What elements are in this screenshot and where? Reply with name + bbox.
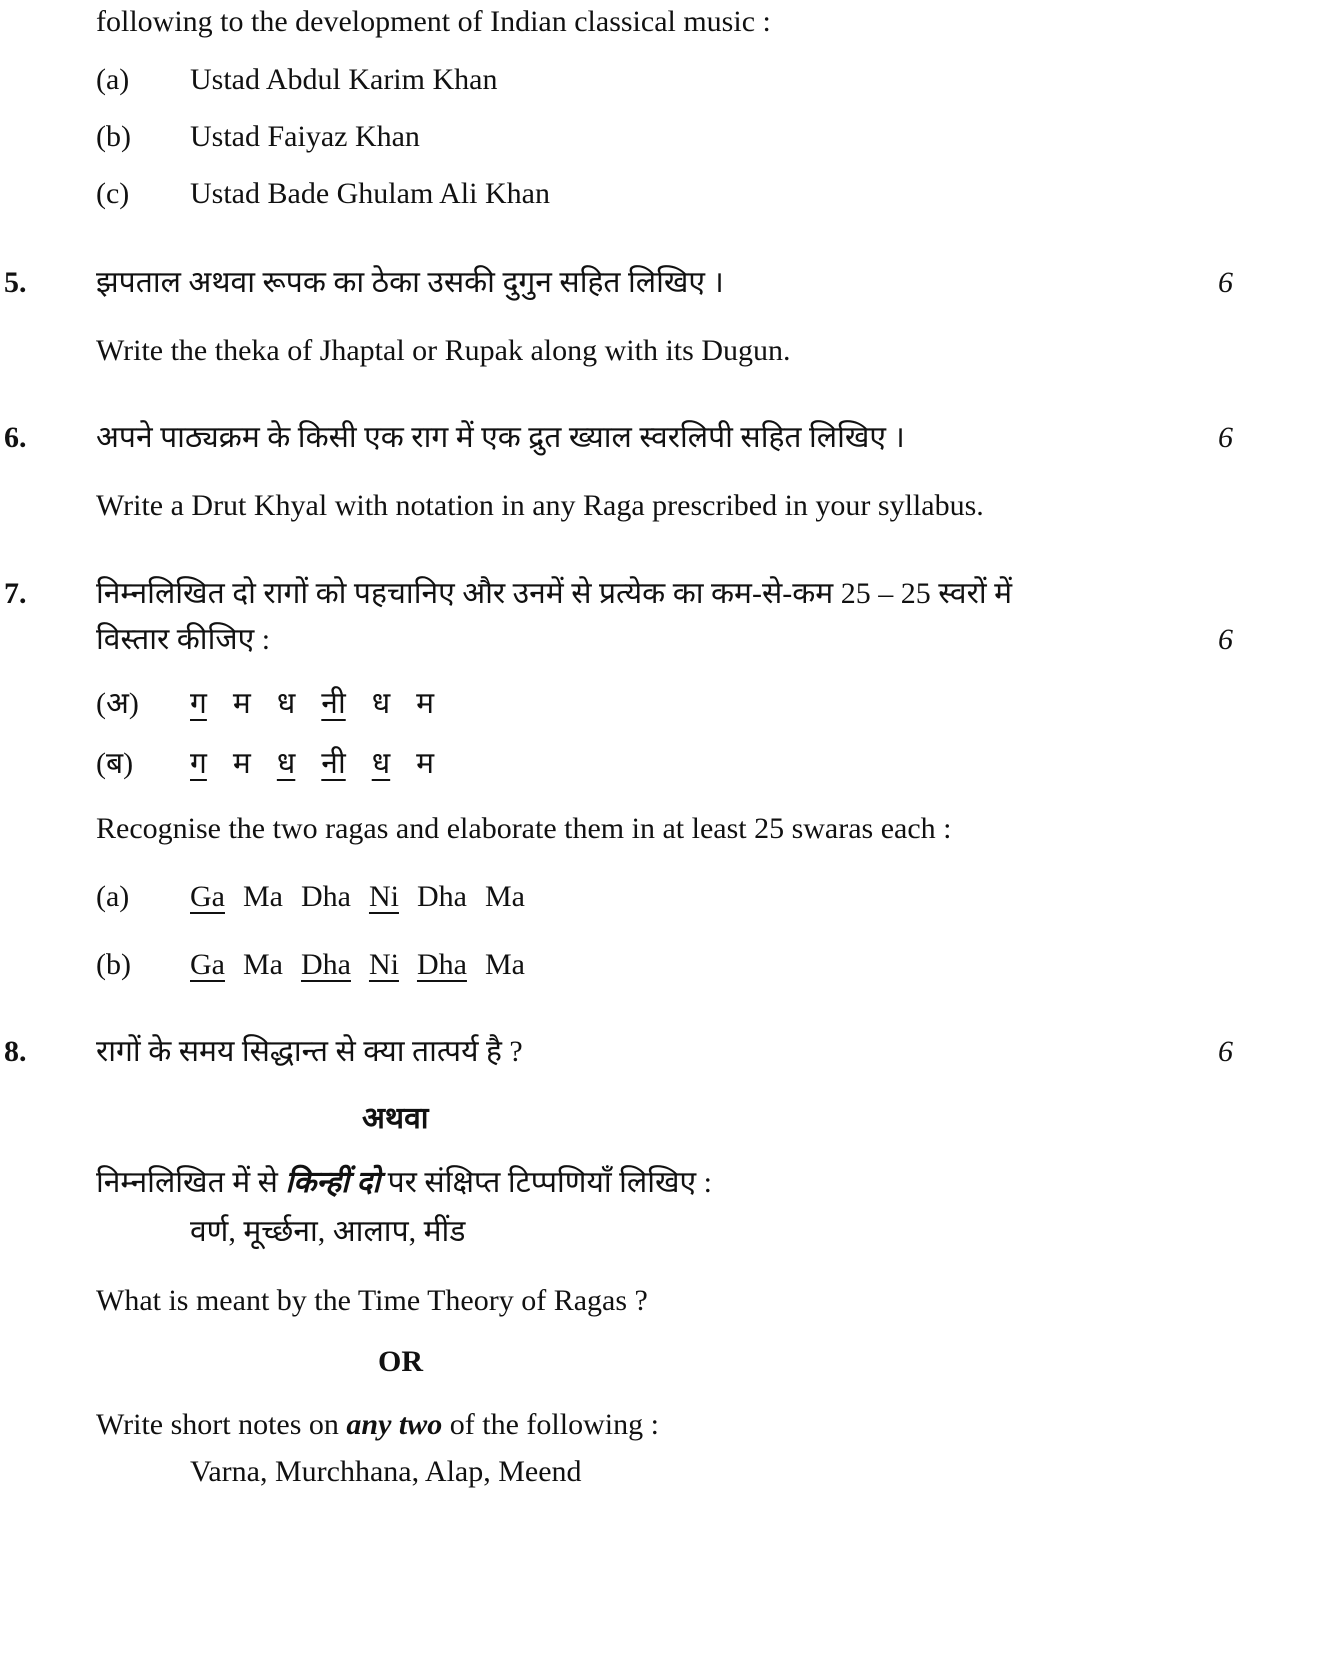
question-english: Recognise the two ragas and elaborate them in at least 25 swaras each : bbox=[96, 812, 952, 845]
question-hindi: अपने पाठ्यक्रम के किसी एक राग में एक द्रुत ख्याल स्वरलिपी सहित लिखिए । bbox=[96, 421, 905, 454]
question-number: 8. bbox=[4, 1035, 27, 1068]
item-label: (a) bbox=[96, 63, 130, 96]
swara-row-english-b bbox=[96, 947, 543, 983]
swara-row-english-a bbox=[96, 879, 543, 915]
swara: ध bbox=[276, 687, 296, 720]
swara: म bbox=[232, 747, 251, 780]
question-number: 5. bbox=[4, 266, 27, 299]
item-label: (a) bbox=[96, 880, 130, 913]
swara: Ma bbox=[484, 948, 525, 981]
item-text: Ustad Faiyaz Khan bbox=[190, 120, 420, 153]
swara: Ma bbox=[242, 880, 283, 913]
swara-komal: Dha bbox=[300, 948, 351, 981]
swara-komal: Dha bbox=[416, 948, 467, 981]
swara: म bbox=[232, 687, 251, 720]
text: Write short notes on bbox=[96, 1408, 347, 1441]
question-number: 7. bbox=[4, 577, 27, 610]
question-hindi-line2: विस्तार कीजिए : bbox=[96, 623, 271, 656]
question-number: 6. bbox=[4, 421, 27, 454]
swara: Ma bbox=[484, 880, 525, 913]
item-label: (b) bbox=[96, 948, 131, 981]
swara: Dha bbox=[300, 880, 351, 913]
marks: 6 bbox=[1218, 1035, 1233, 1068]
terms-english: Varna, Murchhana, Alap, Meend bbox=[190, 1455, 582, 1488]
swara: ध bbox=[371, 687, 391, 720]
marks: 6 bbox=[1218, 623, 1233, 656]
swara: म bbox=[416, 687, 435, 720]
intro-item-a bbox=[96, 62, 497, 98]
swara-komal: ग bbox=[190, 687, 207, 720]
swara-komal: Ni bbox=[368, 880, 399, 913]
question-hindi: रागों के समय सिद्धान्त से क्या तात्पर्य है ? bbox=[96, 1035, 523, 1068]
swara-komal: नी bbox=[321, 687, 346, 720]
swara-komal: Ga bbox=[190, 948, 225, 981]
emphasis: किन्हीं दो bbox=[285, 1166, 381, 1199]
item-label: (c) bbox=[96, 177, 130, 210]
swara-komal: नी bbox=[321, 747, 346, 780]
text: निम्नलिखित में से bbox=[96, 1166, 286, 1199]
question-english: Write the theka of Jhaptal or Rupak along with its Dugun. bbox=[96, 334, 791, 367]
swara: Ma bbox=[242, 948, 283, 981]
intro-item-c bbox=[96, 176, 550, 212]
or-english: OR bbox=[378, 1345, 423, 1378]
item-text: Ustad Abdul Karim Khan bbox=[190, 63, 498, 96]
swara-komal: Ni bbox=[368, 948, 399, 981]
question-english: Write a Drut Khyal with notation in any Raga prescribed in your syllabus. bbox=[96, 489, 984, 522]
swara: म bbox=[416, 747, 435, 780]
question-hindi: झपताल अथवा रूपक का ठेका उसकी दुगुन सहित लिखिए । bbox=[96, 266, 724, 299]
terms-hindi: वर्ण, मूर्च्छना, आलाप, मींड bbox=[190, 1215, 466, 1248]
or-hindi: अथवा bbox=[362, 1102, 429, 1135]
item-label: (b) bbox=[96, 120, 131, 153]
text: of the following : bbox=[442, 1408, 659, 1441]
item-text: Ustad Bade Ghulam Ali Khan bbox=[190, 177, 550, 210]
question-hindi-line1: निम्नलिखित दो रागों को पहचानिए और उनमें से प्रत्येक का कम-से-कम 25 – 25 स्वरों में bbox=[96, 577, 1013, 610]
swara-komal: Ga bbox=[190, 880, 225, 913]
swara-komal: ध bbox=[276, 747, 296, 780]
marks: 6 bbox=[1218, 266, 1233, 299]
intro-item-b bbox=[96, 119, 420, 155]
text: पर संक्षिप्त टिप्पणियाँ लिखिए : bbox=[380, 1166, 712, 1199]
swara-komal: ध bbox=[371, 747, 391, 780]
item-label: (ब) bbox=[96, 747, 134, 780]
item-label: (अ) bbox=[96, 687, 139, 720]
swara-row-hindi-a bbox=[96, 686, 460, 722]
swara: Dha bbox=[416, 880, 467, 913]
question-english: What is meant by the Time Theory of Ragas ? bbox=[96, 1284, 648, 1317]
marks: 6 bbox=[1218, 421, 1233, 454]
emphasis: any two bbox=[346, 1408, 443, 1441]
intro-line: following to the development of Indian classical music : bbox=[96, 5, 771, 38]
alt-question-hindi bbox=[96, 1165, 712, 1201]
swara-komal: ग bbox=[190, 747, 207, 780]
swara-row-hindi-b bbox=[96, 746, 460, 782]
alt-question-english bbox=[96, 1407, 659, 1443]
